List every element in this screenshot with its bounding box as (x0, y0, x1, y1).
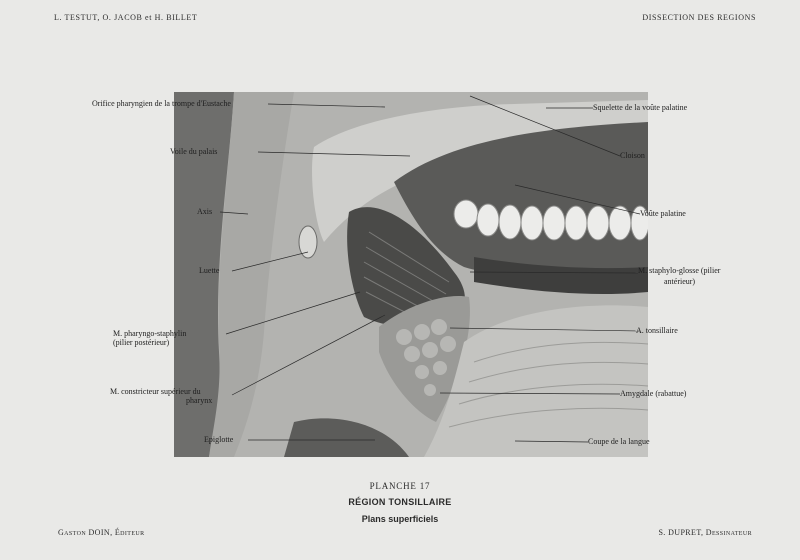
header-authors: L. TESTUT, O. JACOB et H. BILLET (54, 13, 198, 22)
label-pilier-anterieur: antérieur) (664, 277, 696, 286)
label-pilier-posterieur: (pilier postérieur) (113, 338, 170, 347)
label-epiglotte: Epiglotte (204, 435, 234, 444)
label-voile-du-palais: Voile du palais (170, 147, 218, 156)
plate-number: PLANCHE 17 (369, 481, 431, 491)
footer-publisher: Gaston DOIN, Éditeur (58, 528, 145, 537)
label-a-tonsillaire: A. tonsillaire (636, 326, 678, 335)
label-staphylo-glosse: M. staphylo-glosse (pilier (638, 266, 721, 275)
plate-subtitle: Plans superficiels (361, 514, 439, 524)
label-axis: Axis (197, 207, 213, 216)
label-squelette-voute-palatine: Squelette de la voûte palatine (593, 103, 688, 112)
label-amygdale: Amygdale (rabattue) (620, 389, 687, 398)
label-constricteur-superieur: M. constricteur supérieur du (110, 387, 201, 396)
label-cloison: Cloison (620, 151, 645, 160)
label-coupe-langue: Coupe de la langue (588, 437, 650, 446)
label-voute-palatine: Voûte palatine (640, 209, 686, 218)
header-section: DISSECTION DES REGIONS (642, 13, 756, 22)
label-pharynx: pharynx (186, 396, 213, 405)
footer-illustrator: S. DUPRET, Dessinateur (658, 528, 752, 537)
label-orifice-pharyngien: Orifice pharyngien de la trompe d'Eustache (92, 99, 231, 108)
label-luette: Luette (199, 266, 220, 275)
plate-title: RÉGION TONSILLAIRE (348, 497, 452, 507)
label-pharyngo-staphylin: M. pharyngo-staphylin (113, 329, 187, 338)
